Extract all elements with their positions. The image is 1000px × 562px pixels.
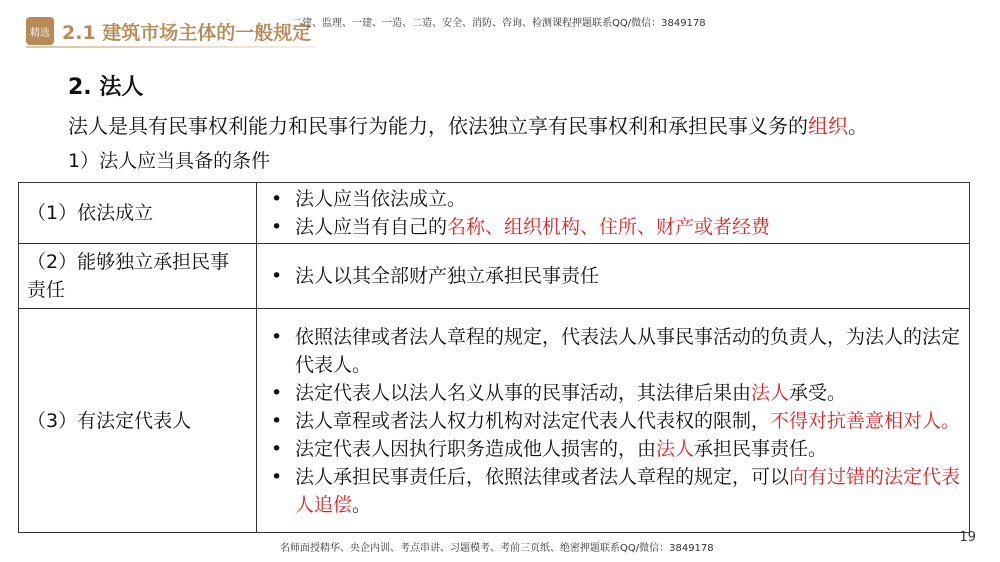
condition-cell: （3）有法定代表人	[19, 309, 257, 533]
list-item: • 法人应当有自己的名称、组织机构、住所、财产或者经费	[265, 213, 961, 241]
description-cell	[257, 309, 970, 533]
header-divider	[26, 46, 316, 48]
condition-cell: （2）能够独立承担民事责任	[19, 244, 257, 309]
conditions-table	[18, 182, 970, 533]
bottom-ad-text: 名师面授精华、央企内训、考点串讲、习题模考、考前三页纸、绝密押题联系QQ/微信：3849178	[280, 543, 714, 554]
description-cell	[257, 244, 970, 309]
definition-text	[68, 110, 868, 139]
description-cell	[257, 183, 970, 244]
heading: 2. 法人	[68, 75, 144, 100]
list-item: • 法人章程或者法人权力机构对法定代表人代表权的限制，不得对抗善意相对人。	[265, 407, 961, 435]
table-row	[19, 309, 970, 533]
section-header	[26, 14, 311, 48]
list-item: • 法人承担民事责任后，依照法律或者法人章程的规定，可以向有过错的法定代表人追偿。	[265, 463, 961, 519]
section-badge: 精选	[26, 17, 54, 45]
condition-cell: （1）依法成立	[19, 183, 257, 244]
top-ad-text: 二建、监理、一建、一造、二造、安全、消防、咨询、检测课程押题联系QQ/微信：3849178	[292, 18, 706, 29]
subtitle: 1）法人应当具备的条件	[68, 150, 271, 172]
list-item: • 法定代表人以法人名义从事的民事活动，其法律后果由法人承受。	[265, 379, 961, 407]
section-title: 2.1 建筑市场主体的一般规定	[62, 21, 312, 44]
definition-highlight: 组织	[808, 114, 848, 138]
definition-post: 。	[848, 114, 868, 138]
table-row	[19, 244, 970, 309]
list-item: • 法人应当依法成立。	[265, 185, 961, 213]
page-number: 19	[959, 530, 976, 545]
list-item: • 依照法律或者法人章程的规定，代表法人从事民事活动的负责人，为法人的法定代表人。	[265, 323, 961, 379]
list-item: • 法定代表人因执行职务造成他人损害的，由法人承担民事责任。	[265, 435, 961, 463]
table-row	[19, 183, 970, 244]
list-item: • 法人以其全部财产独立承担民事责任	[265, 262, 961, 290]
definition-pre: 法人是具有民事权利能力和民事行为能力，依法独立享有民事权利和承担民事义务的	[68, 114, 808, 138]
